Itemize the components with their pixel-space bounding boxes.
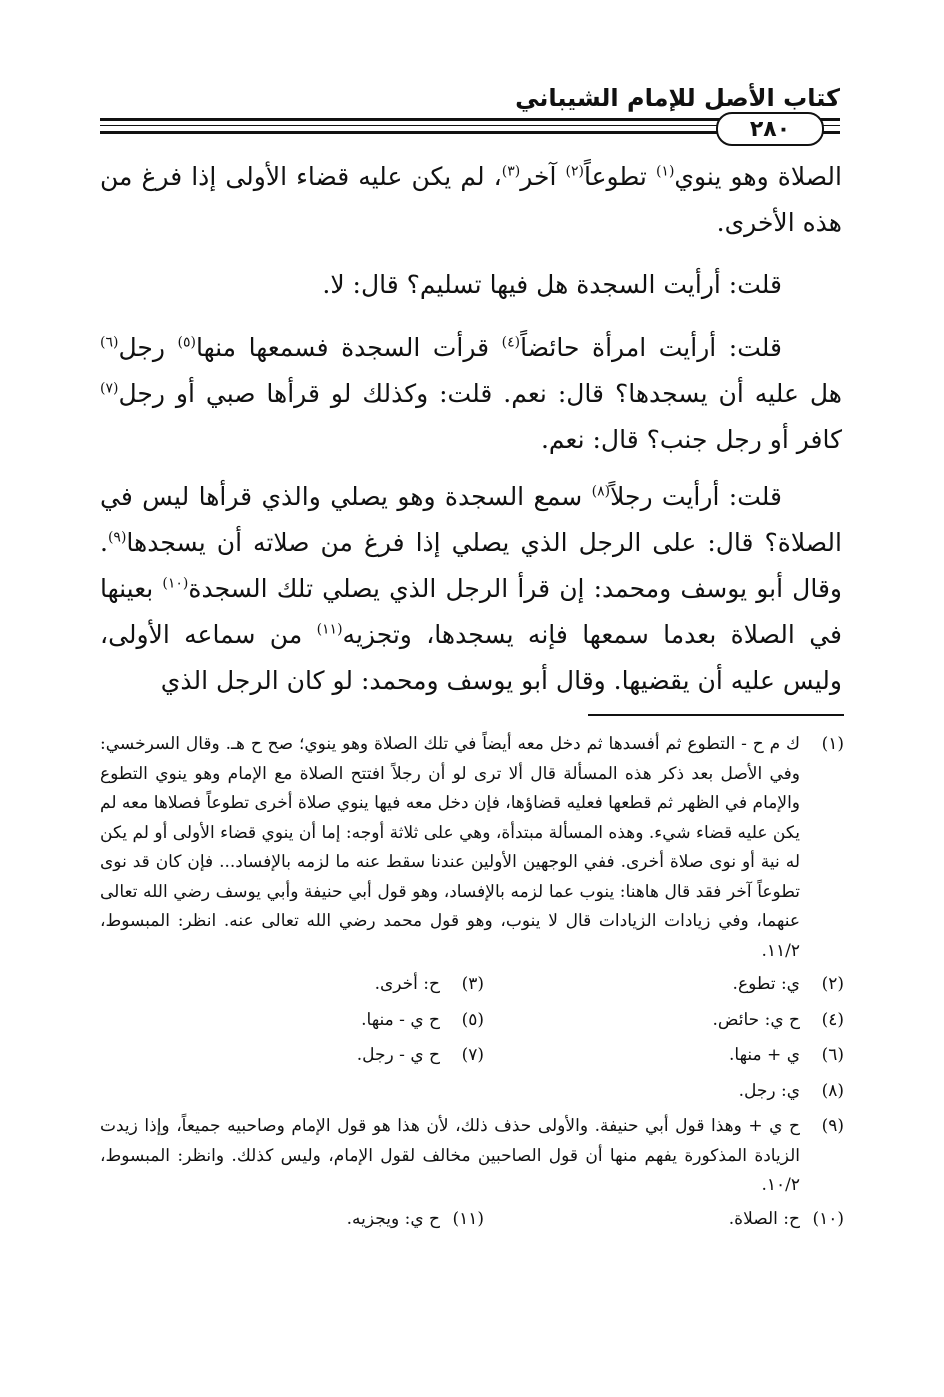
footnote-row <box>100 1006 844 1036</box>
footnote-number: (٨) <box>821 1080 844 1101</box>
footnote-text: ي + منها. <box>728 1045 800 1065</box>
footnote-row <box>100 1041 844 1071</box>
footnote-ref: (٥) <box>177 334 196 351</box>
footnote-number: (٢) <box>821 974 844 994</box>
footnote-number: (٩) <box>821 1116 844 1136</box>
footnote-row <box>100 970 844 1000</box>
footnotes-section <box>100 730 844 1240</box>
footnote-text: ح: الصلاة. <box>728 1208 800 1229</box>
text-run: سمع السجدة وهو يصلي والذي قرأها ليس في الصلاة؟ قال: على الرجل الذي يصلي إذا فرغ من صلاته أن يسجدها <box>100 482 842 557</box>
footnote-text: ح: أخرى. <box>374 974 440 994</box>
text-run: كافر أو رجل جنب؟ قال: نعم. <box>540 425 842 454</box>
footnote-text: ح ي + وهذا قول أبي حنيفة. والأولى حذف ذلك، لأن هذا هو قول الإمام وصاحبيه جميعاً، وإذا زيدت الزيادة المذكورة يفهم منها أن قول الصاحبين مخالف لقول الإمام، وليس كذلك. وانظر: المبسوط، ١٠/٢. <box>100 1116 800 1195</box>
footnote-ref: (٦) <box>100 334 119 351</box>
text-run: قلت: أرأيت رجلاً <box>610 482 782 511</box>
footnote-separator <box>588 714 844 716</box>
text-run: قلت: أرأيت السجدة هل فيها تسليم؟ قال: لا. <box>322 270 782 299</box>
text-run: من سماعه الأولى، وليس عليه أن يقضيها. وقال أبو يوسف ومحمد: لو كان الرجل الذي <box>100 620 842 695</box>
running-header-title: كتاب الأصل للإمام الشيباني <box>515 84 840 112</box>
footnote-ref: (٢) <box>565 163 584 180</box>
footnote-number: (١) <box>821 734 844 754</box>
footnote-number: (٥) <box>461 1009 484 1030</box>
footnote-text: ح ي: حائض. <box>712 1009 800 1030</box>
footnote-4 <box>484 1006 844 1036</box>
text-run: . وقال أبو يوسف ومحمد: إن قرأ الرجل الذي يصلي تلك السجدة <box>100 528 842 603</box>
text-run: قرأت السجدة فسمعها منها <box>195 333 502 362</box>
text-run: رجل <box>118 333 178 362</box>
text-run: بعينها في الصلاة بعدما سمعها فإنه يسجدها، وتجزيه <box>100 574 842 649</box>
footnote-number: (١١) <box>452 1208 484 1229</box>
text-run: ، لم يكن عليه قضاء الأولى إذا فرغ من هذه الأخرى. <box>100 162 842 237</box>
text-run: آخر <box>520 162 566 191</box>
footnote-number: (٤) <box>821 1009 844 1030</box>
main-text-paragraph-3 <box>100 325 842 463</box>
footnote-1 <box>100 730 844 966</box>
main-text-paragraph-2 <box>100 262 842 308</box>
footnote-text: ك م ح - التطوع ثم أفسدها ثم دخل معه أيضاً في تلك الصلاة وهو ينوي؛ صح ح هـ. وقال السرخسي: وفي الأصل بعد ذكر هذه المسألة قال ألا ترى لو أن رجلاً افتتح الصلاة مع الإمام وهو ينوي التطوع والإمام في الظهر ثم قطعها فعليه قضاؤها، فإن دخل معه فيها ينوي صلاة أخرى تطوعاً فصلاها معه لم يكن عليه قضاء شيء. وهذه المسألة مبتدأة، وهي على ثلاثة أوجه: إما أن ينوي قضاء الأولى أو لم يكن له نية أو نوى صلاة أخرى. ففي الوجهين الأولين عندنا سقط عنه ما لزمه بالإفساد... فإن كان قد نوى تطوعاً آخر فقد قال هاهنا: ينوب عما لزمه بالإفساد، وهو قول أبي حنيفة وأبي يوسف رضي الله تعالى عنهما، وفي زيادات الزيادات قال لا ينوب، وهو قول محمد رضي الله تعالى عنه. انظر: المبسوط، ١١/٢. <box>100 734 800 961</box>
main-text-paragraph-1 <box>100 154 842 246</box>
footnote-9 <box>100 1112 844 1201</box>
footnote-number: (٦) <box>821 1045 844 1065</box>
text-run: تطوعاً <box>583 162 656 191</box>
footnote-6 <box>484 1041 844 1071</box>
footnote-ref: (٩) <box>107 529 127 546</box>
footnote-7 <box>124 1041 484 1071</box>
footnote-text: ي: تطوع. <box>732 974 800 994</box>
text-run: هل عليه أن يسجدها؟ قال: نعم. قلت: وكذلك لو قرأها صبي أو رجل <box>118 379 842 408</box>
footnote-number: (١٠) <box>812 1208 844 1229</box>
footnote-row <box>100 1077 844 1107</box>
footnote-ref: (١) <box>655 163 675 180</box>
footnote-text: ح ي - رجل. <box>356 1045 440 1065</box>
footnote-10 <box>484 1205 844 1235</box>
footnote-3 <box>124 970 484 1000</box>
footnote-2 <box>484 970 844 1000</box>
footnote-number: (٧) <box>461 1045 484 1065</box>
footnote-11 <box>124 1205 484 1235</box>
footnote-text: ح ي - منها. <box>361 1009 440 1030</box>
page-number-badge <box>716 112 824 146</box>
footnote-8 <box>484 1077 844 1107</box>
footnote-ref: (٨) <box>591 483 611 500</box>
footnote-ref: (١١) <box>316 621 343 638</box>
footnote-text: ح ي: ويجزيه. <box>346 1208 440 1229</box>
main-text-paragraph-4 <box>100 474 842 704</box>
text-run: الصلاة وهو ينوي <box>674 162 842 191</box>
footnote-ref: (١٠) <box>162 575 189 592</box>
footnote-ref: (٤) <box>501 334 521 351</box>
page-number: ٢٨٠ <box>749 116 791 142</box>
footnote-text: ي: رجل. <box>738 1080 800 1101</box>
footnote-ref: (٣) <box>501 163 521 180</box>
footnote-ref: (٧) <box>100 380 119 397</box>
footnote-row <box>100 1205 844 1235</box>
footnote-number: (٣) <box>461 974 484 994</box>
text-run: قلت: أرأيت امرأة حائضاً <box>520 333 782 362</box>
footnote-5 <box>124 1006 484 1036</box>
